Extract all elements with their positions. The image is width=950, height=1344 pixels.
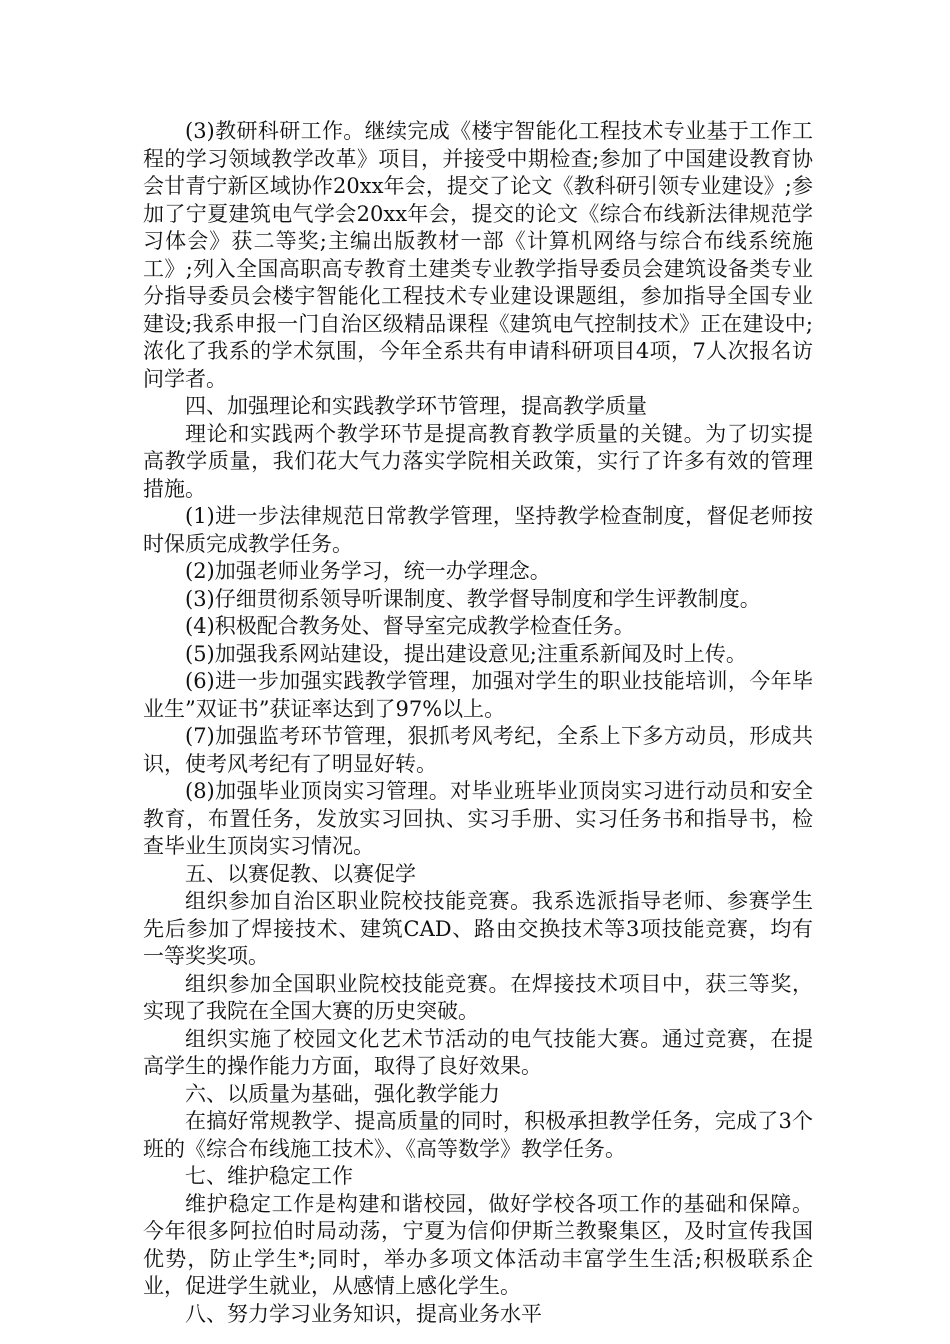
list-item-4: (4)积极配合教务处、督导室完成教学检查任务。 bbox=[185, 614, 635, 638]
section-heading-7: 七、维护稳定工作 bbox=[185, 1164, 353, 1188]
paragraph-stability-work: 维护稳定工作是构建和谐校园，做好学校各项工作的基础和保障。今年很多阿拉伯时局动荡，宁夏为信仰伊斯兰教聚集区，及时宣传我国优势，防止学生*;同时，举办多项文体活动丰富学生生活;积极联系企业，促进学生就业，从感情上感化学生。 bbox=[143, 1191, 813, 1298]
list-item-7: (7)加强监考环节管理，狠抓考风考纪，全系上下多方动员，形成共识，使考风考纪有了明显好转。 bbox=[143, 724, 813, 776]
list-item-6: (6)进一步加强实践教学管理，加强对学生的职业技能培训，今年毕业生”双证书”获证率达到了97%以上。 bbox=[143, 669, 813, 721]
paragraph-teaching-tasks: 在搞好常规教学、提高质量的同时，积极承担教学任务，完成了3个班的《综合布线施工技术》、《高等数学》教学任务。 bbox=[143, 1109, 813, 1161]
paragraph-teaching-management-intro: 理论和实践两个教学环节是提高教育教学质量的关键。为了切实提高教学质量，我们花大气力落实学院相关政策，实行了许多有效的管理措施。 bbox=[143, 421, 813, 501]
paragraph-research-work: (3)教研科研工作。继续完成《楼宇智能化工程技术专业基于工作工程的学习领域教学改革》项目，并接受中期检查;参加了中国建设教育协会甘青宁新区域协作20xx年会，提交了论文《教科研引领专业建设》;参加了宁夏建筑电气学会20xx年会，提交的论文《综合布线新法律规范学习体会》获二等奖;主编出版教材一部《计算机网络与综合布线系统施工》;列入全国高职高专教育土建类专业教学指导委员会建筑设备类专业分指导委员会楼宇智能化工程技术专业建设课题组，参加指导全国专业建设;我系申报一门自治区级精品课程《建筑电气控制技术》正在建设中;浓化了我系的学术氛围，今年全系共有申请科研项目4项，7人次报名访问学者。 bbox=[143, 119, 813, 391]
section-heading-6: 六、以质量为基础，强化教学能力 bbox=[185, 1081, 500, 1106]
paragraph-regional-competition: 组织参加自治区职业院校技能竞赛。我系选派指导老师、参赛学生先后参加了焊接技术、建筑CAD、路由交换技术等3项技能竞赛，均有一等奖奖项。 bbox=[143, 889, 813, 968]
section-heading-5: 五、以赛促教、以赛促学 bbox=[185, 861, 416, 886]
list-item-3: (3)仔细贯彻系领导听课制度、教学督导制度和学生评教制度。 bbox=[185, 586, 761, 611]
list-item-2: (2)加强老师业务学习，统一办学理念。 bbox=[185, 559, 551, 583]
list-item-8: (8)加强毕业顶岗实习管理。对毕业班毕业顶岗实习进行动员和安全教育，布置任务，发放实习回执、实习手册、实习任务书和指导书，检查毕业生顶岗实习情况。 bbox=[143, 779, 813, 858]
paragraph-campus-competition: 组织实施了校园文化艺术节活动的电气技能大赛。通过竞赛，在提高学生的操作能力方面，取得了良好效果。 bbox=[143, 1026, 813, 1078]
section-heading-8: 八、努力学习业务知识，提高业务水平 bbox=[185, 1301, 542, 1326]
paragraph-national-competition: 组织参加全国职业院校技能竞赛。在焊接技术项目中，获三等奖，实现了我院在全国大赛的历史突破。 bbox=[143, 971, 813, 1023]
list-item-5: (5)加强我系网站建设，提出建设意见;注重系新闻及时上传。 bbox=[185, 641, 747, 666]
list-item-1: (1)进一步法律规范日常教学管理，坚持教学检查制度，督促老师按时保质完成教学任务。 bbox=[143, 504, 813, 556]
section-heading-4: 四、加强理论和实践教学环节管理，提高教学质量 bbox=[185, 394, 647, 418]
document-page bbox=[143, 118, 813, 1328]
